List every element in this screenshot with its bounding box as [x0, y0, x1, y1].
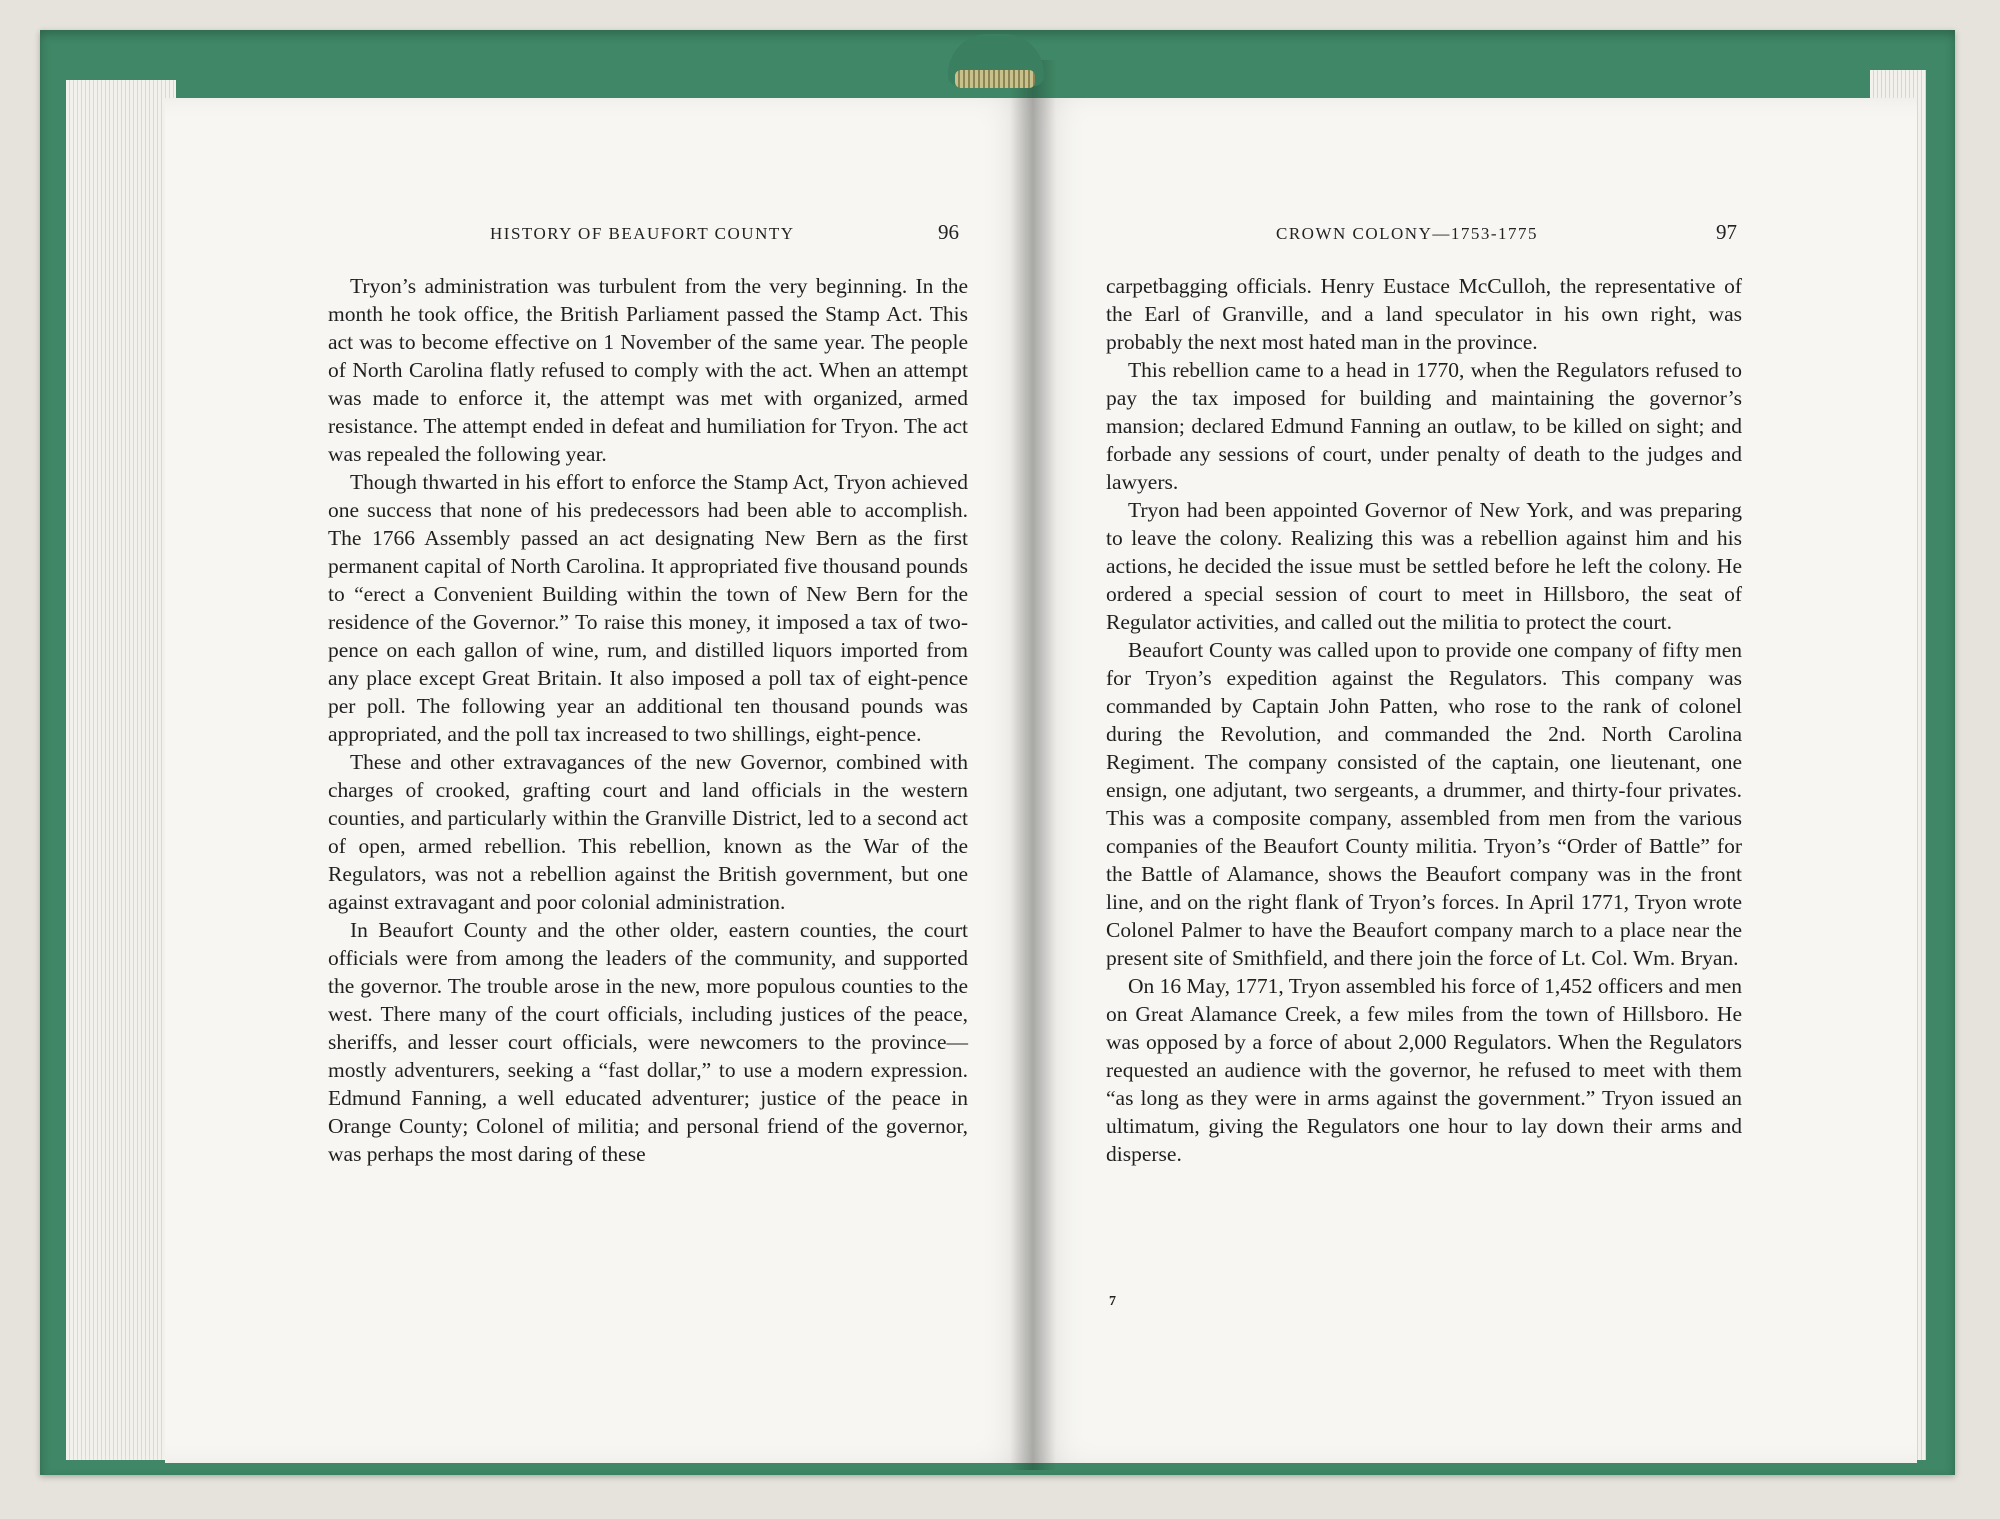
left-paragraph-3: These and other extravagances of the new Governor, combined with charges of crooked, grafting court and land officials in the western counties, and particularly within the Granville District, led to a second act of open, armed rebellion. This rebellion, known as the War of the Regulators, was not a rebellion against the British government, but one against extravagant and poor colonial administration. — [328, 750, 968, 914]
left-page-body — [328, 272, 968, 1168]
right-paragraph-5: On 16 May, 1771, Tryon assembled his force of 1,452 officers and men on Great Alamance Creek, a few miles from the town of Hillsboro. He was opposed by a force of about 2,000 Regulators. When the Regulators requested an audience with the governor, he refused to meet with them “as long as they were in arms against the government.” Tryon issued an ultimatum, giving the Regulators one hour to lay down their arms and disperse. — [1106, 974, 1742, 1166]
right-paragraph-1: carpetbagging officials. Henry Eustace McCulloh, the representative of the Earl of Granville, and a land speculator in his own right, was probably the next most hated man in the province. — [1106, 274, 1742, 354]
page-edges-left — [66, 80, 176, 1460]
bookmark-fringe — [955, 70, 1035, 88]
right-page-body — [1106, 272, 1742, 1168]
book-gutter — [1010, 60, 1056, 1470]
right-paragraph-2: This rebellion came to a head in 1770, when the Regulators refused to pay the tax imposed for building and maintaining the governor’s mansion; declared Edmund Fanning an outlaw, to be killed on sight; and forbade any sessions of court, under penalty of death to the judges and lawyers. — [1106, 358, 1742, 494]
left-paragraph-2: Though thwarted in his effort to enforce the Stamp Act, Tryon achieved one success that none of his predecessors had been able to accomplish. The 1766 Assembly passed an act designating New Bern as the first permanent capital of North Carolina. It appropriated five thousand pounds to “erect a Convenient Building within the town of New Bern for the residence of the Governor.” To raise this money, it imposed a tax of two-pence on each gallon of wine, rum, and distilled liquors imported from any place except Great Britain. It also imposed a poll tax of eight-pence per poll. The following year an additional ten thousand pounds was appropriated, and the poll tax increased to two shillings, eight-pence. — [328, 470, 968, 746]
signature-mark: 7 — [1109, 1294, 1116, 1309]
left-page-number: 96 — [938, 220, 959, 244]
left-running-head: HISTORY OF BEAUFORT COUNTY — [490, 224, 795, 243]
right-paragraph-4: Beaufort County was called upon to provide one company of fifty men for Tryon’s expedition against the Regulators. This company was commanded by Captain John Patten, who rose to the rank of colonel during the Revolution, and commanded the 2nd. North Carolina Regiment. The company consisted of the captain, one lieutenant, one ensign, one adjutant, two sergeants, a drummer, and thirty-four privates. This was a composite company, assembled from men from the various companies of the Beaufort County militia. Tryon’s “Order of Battle” for the Battle of Alamance, shows the Beaufort company was in the front line, and on the right flank of Tryon’s forces. In April 1771, Tryon wrote Colonel Palmer to have the Beaufort company march to a place near the present site of Smithfield, and there join the force of Lt. Col. Wm. Bryan. — [1106, 638, 1742, 970]
right-running-head: CROWN COLONY—1753-1775 — [1276, 224, 1539, 243]
left-paragraph-1: Tryon’s administration was turbulent from the very beginning. In the month he took office, the British Parliament passed the Stamp Act. This act was to become effective on 1 November of the same year. The people of North Carolina flatly refused to comply with the act. When an attempt was made to enforce it, the attempt was met with organized, armed resistance. The attempt ended in defeat and humiliation for Tryon. The act was repealed the following year. — [328, 274, 968, 466]
right-paragraph-3: Tryon had been appointed Governor of New York, and was preparing to leave the colony. Realizing this was a rebellion against him and his actions, he decided the issue must be settled before he left the colony. He ordered a special session of court to meet in Hillsboro, the seat of Regulator activities, and called out the militia to protect the court. — [1106, 498, 1742, 634]
left-paragraph-4: In Beaufort County and the other older, eastern counties, the court officials were from among the leaders of the community, and supported the governor. The trouble arose in the new, more populous counties to the west. There many of the court officials, including justices of the peace, sheriffs, and lesser court officials, were newcomers to the province—mostly adventurers, seeking a “fast dollar,” to use a modern expression. Edmund Fanning, a well educated adventurer; justice of the peace in Orange County; Colonel of militia; and personal friend of the governor, was perhaps the most daring of these — [328, 918, 968, 1166]
right-page-number: 97 — [1716, 220, 1737, 244]
